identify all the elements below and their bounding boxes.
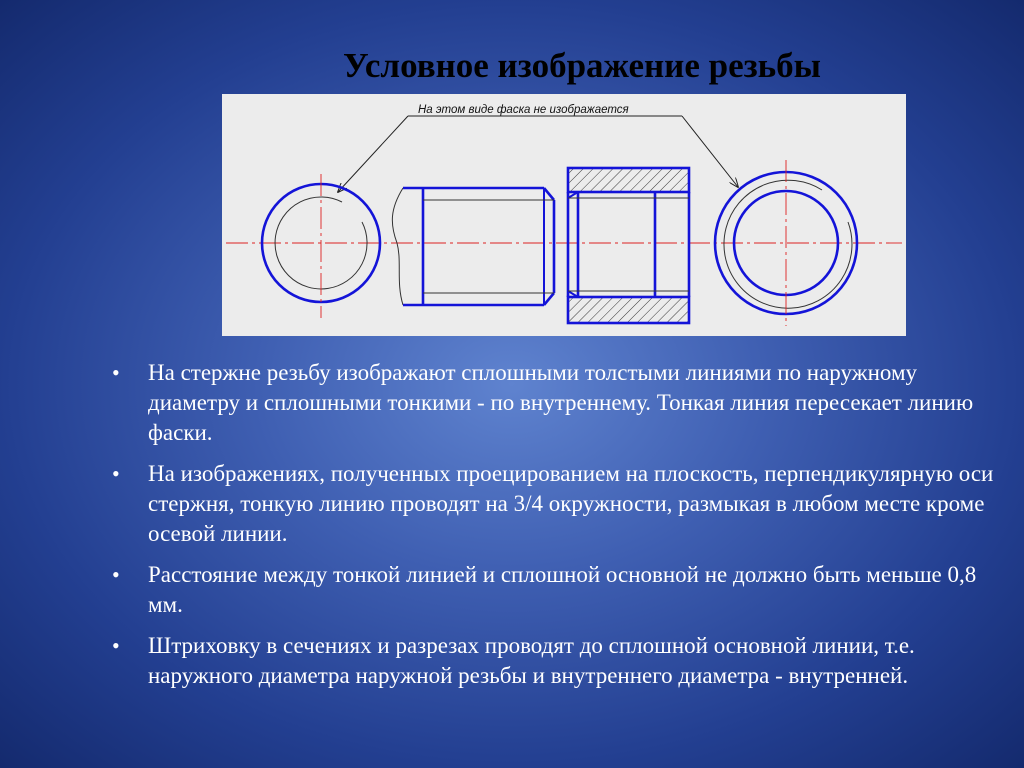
bullet-marker: • <box>112 461 120 486</box>
annotation-leader-right <box>682 116 738 187</box>
rod-end-view <box>262 174 380 318</box>
bullet-text: Расстояние между тонкой линией и сплошной основной не должно быть меньше 0,8 мм. <box>148 562 977 617</box>
nut-section-view <box>568 168 689 323</box>
bullet-text: На стержне резьбу изображают сплошными толстыми линиями по наружному диаметру и сплошными тонкими - по внутреннему. Тонкая линия пересекает линию фаски. <box>148 360 974 445</box>
bullet-marker: • <box>112 360 120 385</box>
bullet-list <box>110 358 1010 702</box>
bullet-marker: • <box>112 562 120 587</box>
slide-title: Условное изображение резьбы <box>342 46 822 85</box>
bullet-marker: • <box>112 633 120 658</box>
annotation-leader-left <box>338 116 408 192</box>
bullet-text: Штриховку в сечениях и разрезах проводят до сплошной основной линии, т.е. наружного диаметра наружной резьбы и внутреннего диаметра - внутренней. <box>148 633 915 688</box>
bullet-item <box>110 459 1010 549</box>
bullet-item <box>110 560 1010 620</box>
bullet-text: На изображениях, полученных проецированием на плоскость, перпендикулярную оси стержня, тонкую линию проводят на 3/4 окружности, размыкая в любом месте кроме осевой линии. <box>148 461 994 546</box>
bullet-item <box>110 358 1010 448</box>
bullet-item <box>110 631 1010 691</box>
thread-drawing <box>222 94 906 336</box>
drawing-annotation: На этом виде фаска не изображается <box>418 104 629 116</box>
rod-side-view <box>392 188 554 305</box>
